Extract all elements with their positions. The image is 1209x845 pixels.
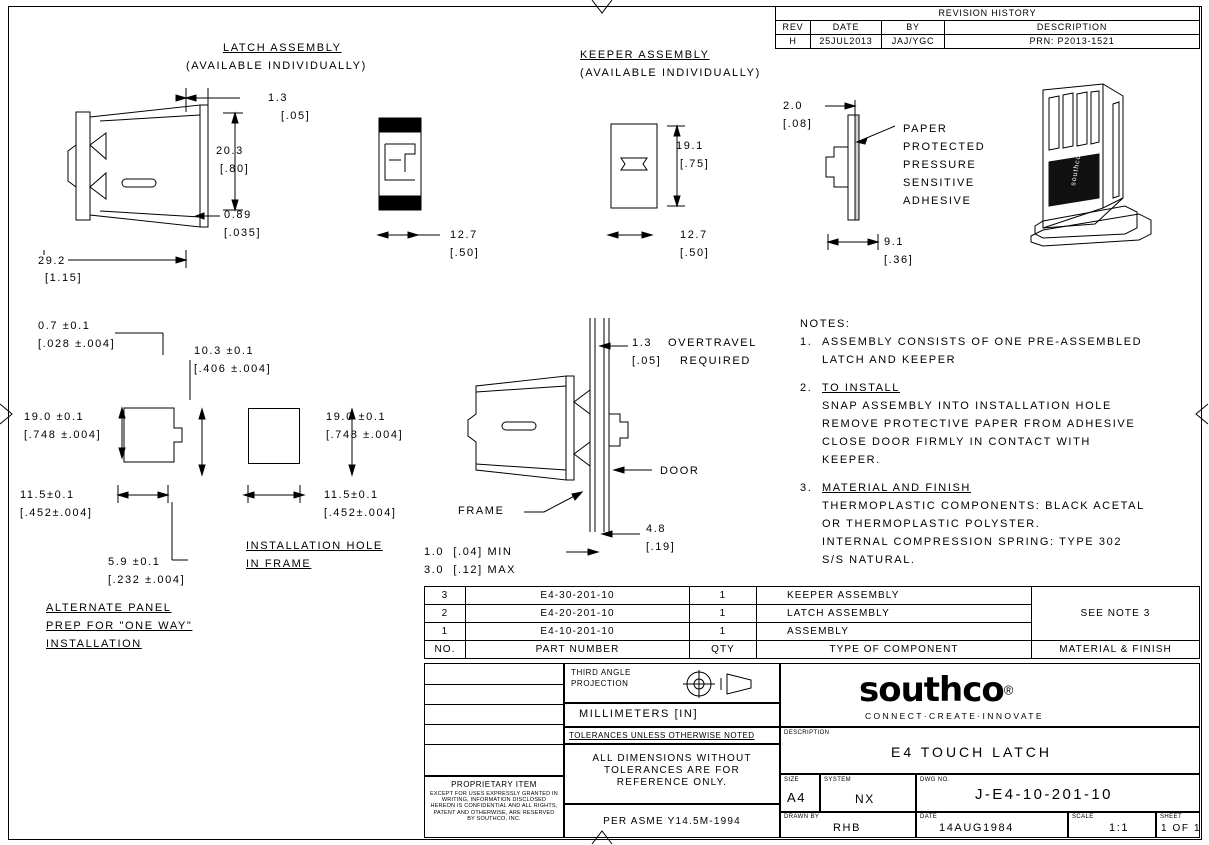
drawn-by-label: DRAWN BY [784,814,820,820]
units-block [564,703,780,727]
dim-latch-4: 29.2 [38,255,66,267]
dim-latch-5: 12.7 [450,229,478,241]
dim-19-0-left [178,395,218,495]
dim-panel-2-in: [.406 ±.004] [194,363,272,375]
door-callout: DOOR [660,465,700,477]
brand-registered-icon: ® [1003,682,1014,698]
scale-label: SCALE [1072,814,1094,820]
note-2-line-3: CLOSE DOOR FIRMLY IN CONTACT WITH [822,436,1091,448]
sheet-value: 1 OF 1 [1161,823,1202,834]
dim-panel-1-in: [.028 ±.004] [38,338,116,350]
system-block [820,774,916,812]
sheet-block [1156,812,1200,838]
dim-11-5-right [238,485,318,505]
bom-qty: 1 [690,623,757,641]
dim-9-1 [820,232,920,252]
sheet-label: SHEET [1160,814,1183,820]
drawn-by-block [780,812,916,838]
bom-col-qty: QTY [690,641,757,659]
bom-part: E4-20-201-10 [466,605,690,623]
center-mark-top [592,0,622,14]
description-block [780,727,1200,774]
dim-latch-1: 1.3 [268,92,289,104]
installation-hole-label-1: INSTALLATION HOLE [246,540,383,552]
dim-latch-2-in: [.80] [220,163,250,175]
dim-panel-3: 19.0 ±0.1 [24,411,85,423]
frame-callout: FRAME [458,505,505,517]
latch-assembly-title: LATCH ASSEMBLY [223,42,342,54]
bom-type: ASSEMBLY [757,623,1032,641]
rev-value: H [776,35,811,49]
projection-block [564,663,780,703]
bom-col-no: NO. [425,641,466,659]
dim-keeper-4-in: [.36] [884,254,914,266]
dim-panel-6: 11.5±0.1 [324,489,379,501]
dim-keeper-2: 12.7 [680,229,708,241]
note-3-underline: MATERIAL AND FINISH [822,482,971,494]
dim-keeper-1: 19.1 [676,140,704,152]
note-3-line-1: THERMOPLASTIC COMPONENTS: BLACK ACETAL [822,500,1145,512]
dim-section-3-min: 1.0 [.04] MIN [424,546,513,558]
isometric-view [1025,78,1175,258]
dim-panel-4-in: [.748 ±.004] [326,429,404,441]
adhesive-callout-line-2: PROTECTED [903,141,986,153]
note-2-line-1: SNAP ASSEMBLY INTO INSTALLATION HOLE [822,400,1112,412]
title-block [424,663,1200,838]
dim-section-1-note2: REQUIRED [680,355,751,367]
dim-panel-3-in: [.748 ±.004] [24,429,102,441]
dwg-no-block [916,774,1200,812]
tolerance-note-3: REFERENCE ONLY. [616,777,728,788]
dim-latch-3-in: [.035] [224,227,262,239]
dwg-no-label: DWG NO. [920,777,950,783]
dim-section-3-max: 3.0 [.12] MAX [424,564,517,576]
center-mark-left [0,404,14,434]
tolerance-note-1: ALL DIMENSIONS WITHOUT [592,753,752,764]
dim-section-1-note: OVERTRAVEL [668,337,757,349]
bom-table [424,586,1200,659]
tolerance-header: TOLERANCES UNLESS OTHERWISE NOTED [569,731,755,740]
date-label: DATE [920,814,938,820]
dim-keeper-2-in: [.50] [680,247,710,259]
svg-text:southco: southco [1070,154,1083,187]
drawn-by-value: RHB [833,822,862,834]
note-3-num: 3. [800,482,813,494]
date-value: 14AUG1984 [939,822,1014,834]
adhesive-callout-line-5: ADHESIVE [903,195,972,207]
installation-hole-label-2: IN FRAME [246,558,312,570]
revision-history-title: REVISION HISTORY [776,7,1200,21]
bom-no: 2 [425,605,466,623]
projection-label-2: PROJECTION [571,679,629,688]
rev-by: JAJ/YGC [882,35,945,49]
notes-heading: NOTES: [800,318,851,330]
system-label: SYSTEM [824,777,852,783]
latch-assembly-subtitle: (AVAILABLE INDIVIDUALLY) [186,60,367,72]
note-2-line-2: REMOVE PROTECTIVE PAPER FROM ADHESIVE [822,418,1136,430]
door-leader [612,448,662,478]
proprietary-text: EXCEPT FOR USES EXPRESSLY GRANTED IN WRITING, INFORMATION DISCLOSED HEREON IS CONFIDENTIAL AND ALL RIGHTS, PATENT AND OTHERWISE, ARE RESERVED BY SOUTHCO, INC. [430,791,558,822]
dim-panel-1: 0.7 ±0.1 [38,320,91,332]
table-row [776,35,1200,49]
rev-description: PRN: P2013-1521 [945,35,1200,49]
dim-latch-5-in: [.50] [450,247,480,259]
standard-block [564,804,780,838]
scale-block [1068,812,1156,838]
latch-front-view [375,110,445,220]
dim-section-1-in: [.05] [632,355,662,367]
bom-col-material: MATERIAL & FINISH [1032,641,1200,659]
dim-19-0-left-arrow [104,404,134,464]
keeper-assembly-subtitle: (AVAILABLE INDIVIDUALLY) [580,67,761,79]
note-3-line-2: OR THERMOPLASTIC POLYSTER. [822,518,1041,530]
bom-material: SEE NOTE 3 [1032,587,1200,641]
bom-part: E4-10-201-10 [466,623,690,641]
bom-part: E4-30-201-10 [466,587,690,605]
tolerance-note-block [564,744,780,804]
revision-history-table [775,6,1200,49]
dwg-no-value: J-E4-10-201-10 [975,786,1113,803]
adhesive-callout-line-1: PAPER [903,123,948,135]
dim-min-max-leader [564,540,614,564]
dim-5-9-leader [168,498,198,568]
note-3-line-4: S/S NATURAL. [822,554,916,566]
brand-wordmark [859,670,1013,710]
dim-keeper-1-in: [.75] [680,158,710,170]
frame-leader [520,488,590,518]
dim-latch-2: 20.3 [216,145,244,157]
third-angle-projection-icon [683,670,773,698]
note-2-line-4: KEEPER. [822,454,881,466]
note-1-line-2: LATCH AND KEEPER [822,354,957,366]
dim-section-2: 4.8 [646,523,667,535]
bom-no: 1 [425,623,466,641]
keeper-assembly-title: KEEPER ASSEMBLY [580,49,710,61]
date-block [916,812,1068,838]
dim-latch-3: 0.89 [224,209,252,221]
bom-header-row [425,641,1200,659]
dim-panel-4: 19.0 ±0.1 [326,411,387,423]
size-value: A4 [787,790,807,805]
dim-19-0-right [338,395,378,495]
brand-block [780,663,1200,727]
dim-keeper-4: 9.1 [884,236,905,248]
brand-tagline: CONNECT·CREATE·INNOVATE [865,711,1044,721]
dim-section-1: 1.3 [632,337,653,349]
bom-no: 3 [425,587,466,605]
proprietary-title: PROPRIETARY ITEM [451,780,537,789]
bom-col-type: TYPE OF COMPONENT [757,641,1032,659]
note-2-num: 2. [800,382,813,394]
description-label: DESCRIPTION [784,730,830,736]
tolerance-header-block [564,727,780,744]
proprietary-item-block [424,776,564,838]
tolerance-note-2: TOLERANCES ARE FOR [604,765,740,776]
dim-keeper-3-in: [.08] [783,118,813,130]
dim-2-0-leader [815,96,875,116]
note-3-line-3: INTERNAL COMPRESSION SPRING: TYPE 302 [822,536,1123,548]
note-1-line-1: ASSEMBLY CONSISTS OF ONE PRE-ASSEMBLED [822,336,1143,348]
dim-keeper-3: 2.0 [783,100,804,112]
adhesive-callout-line-4: SENSITIVE [903,177,975,189]
dim-0-7-leader [115,325,185,357]
projection-label-1: THIRD ANGLE [571,668,631,677]
rev-col-date: DATE [811,21,882,35]
bom-col-part: PART NUMBER [466,641,690,659]
scale-value: 1:1 [1109,822,1130,834]
table-row [425,587,1200,605]
alternate-panel-label-2: PREP FOR "ONE WAY" [46,620,193,632]
note-1-num: 1. [800,336,813,348]
title-block-blank-rows [424,663,564,776]
dim-panel-5: 11.5±0.1 [20,489,75,501]
note-2-underline: TO INSTALL [822,382,900,394]
rev-col-by: BY [882,21,945,35]
size-label: SIZE [784,777,799,783]
dim-panel-6-in: [.452±.004] [324,507,397,519]
adhesive-leader [855,118,905,148]
bom-qty: 1 [690,587,757,605]
brand-name: southco [859,670,1004,710]
standard-label: PER ASME Y14.5M-1994 [603,816,741,827]
bom-qty: 1 [690,605,757,623]
bom-type: LATCH ASSEMBLY [757,605,1032,623]
size-block [780,774,820,812]
alternate-panel-label-3: INSTALLATION [46,638,142,650]
description-value: E4 TOUCH LATCH [891,744,1053,760]
units-label: MILLIMETERS [IN] [579,708,699,720]
dim-section-2-in: [.19] [646,541,676,553]
alternate-panel-label-1: ALTERNATE PANEL [46,602,172,614]
dim-panel-5-in: [.452±.004] [20,507,93,519]
adhesive-callout-line-3: PRESSURE [903,159,977,171]
bom-type: KEEPER ASSEMBLY [757,587,1032,605]
rev-col-rev: REV [776,21,811,35]
dim-panel-7: 5.9 ±0.1 [108,556,161,568]
rev-col-description: DESCRIPTION [945,21,1200,35]
system-value: NX [855,792,875,806]
center-mark-right [1195,404,1209,434]
dim-latch-1-in: [.05] [281,110,311,122]
dim-panel-2: 10.3 ±0.1 [194,345,255,357]
dim-panel-7-in: [.232 ±.004] [108,574,186,586]
dim-latch-4-in: [1.15] [45,272,83,284]
installation-hole-right-shape [248,408,300,464]
rev-date: 25JUL2013 [811,35,882,49]
